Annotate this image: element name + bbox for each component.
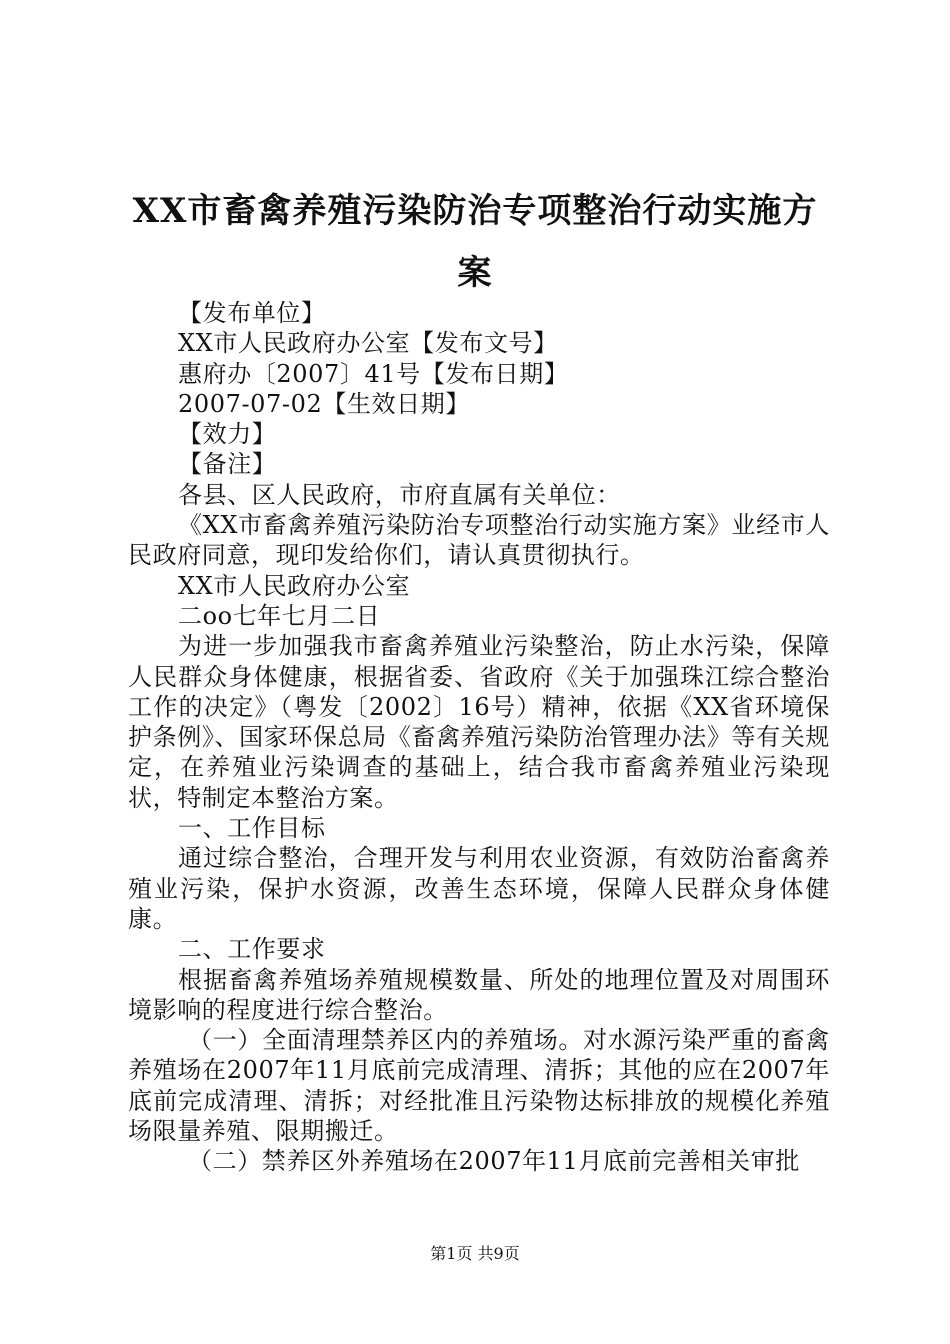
salutation: 各县、区人民政府，市府直属有关单位： xyxy=(178,480,621,509)
meta-validity: 【效力】 xyxy=(178,420,277,449)
intro-paragraph: 为进一步加强我市畜禽养殖业污染整治，防止水污染，保障人民群众身体健康，根据省委、省政府《关于加强珠江综合整治工作的决定》（粤发〔2002〕16号）精神，依据《XX省环境保护条例》、国家环保总局《畜禽养殖污染防治管理办法》等有关规定，在养殖业污染调查的基础上，结合我市畜禽养殖业污染现状，特制定本整治方案。 xyxy=(128,632,830,812)
meta-doc-number: 惠府办〔2007〕41号【发布日期】 xyxy=(178,359,569,388)
section-heading-goals: 一、工作目标 xyxy=(178,814,326,843)
document-body xyxy=(128,298,830,1177)
notice-paragraph: 《XX市畜禽养殖污染防治专项整治行动实施方案》业经市人民政府同意，现印发给你们，请认真贯彻执行。 xyxy=(128,511,830,570)
page-footer: 第1页 共9页 xyxy=(430,1244,520,1263)
issuer-signature: XX市人民政府办公室 xyxy=(178,571,411,600)
document-title: XX市畜禽养殖污染防治专项整治行动实施方案 xyxy=(132,191,818,293)
meta-publisher: XX市人民政府办公室【发布文号】 xyxy=(178,329,558,358)
meta-publisher-label: 【发布单位】 xyxy=(178,299,326,327)
requirements-paragraph: 根据畜禽养殖场养殖规模数量、所处的地理位置及对周围环境影响的程度进行综合整治。 xyxy=(128,965,830,1024)
section-heading-requirements: 二、工作要求 xyxy=(178,935,326,964)
goals-paragraph: 通过综合整治，合理开发与利用农业资源，有效防治畜禽养殖业污染，保护水资源，改善生态环境，保障人民群众身体健康。 xyxy=(128,844,830,933)
requirement-item-2: （二）禁养区外养殖场在2007年11月底前完善相关审批 xyxy=(188,1147,800,1176)
requirement-item-1: （一）全面清理禁养区内的养殖场。对水源污染严重的畜禽养殖场在2007年11月底前完成清理、清拆；其他的应在2007年底前完成清理、清拆；对经批准且污染物达标排放的规模化养殖场限量养殖、限期搬迁。 xyxy=(128,1026,830,1146)
issue-date: 二oo七年七月二日 xyxy=(178,601,381,630)
meta-publish-date: 2007-07-02【生效日期】 xyxy=(178,389,470,418)
meta-remarks: 【备注】 xyxy=(178,450,277,479)
